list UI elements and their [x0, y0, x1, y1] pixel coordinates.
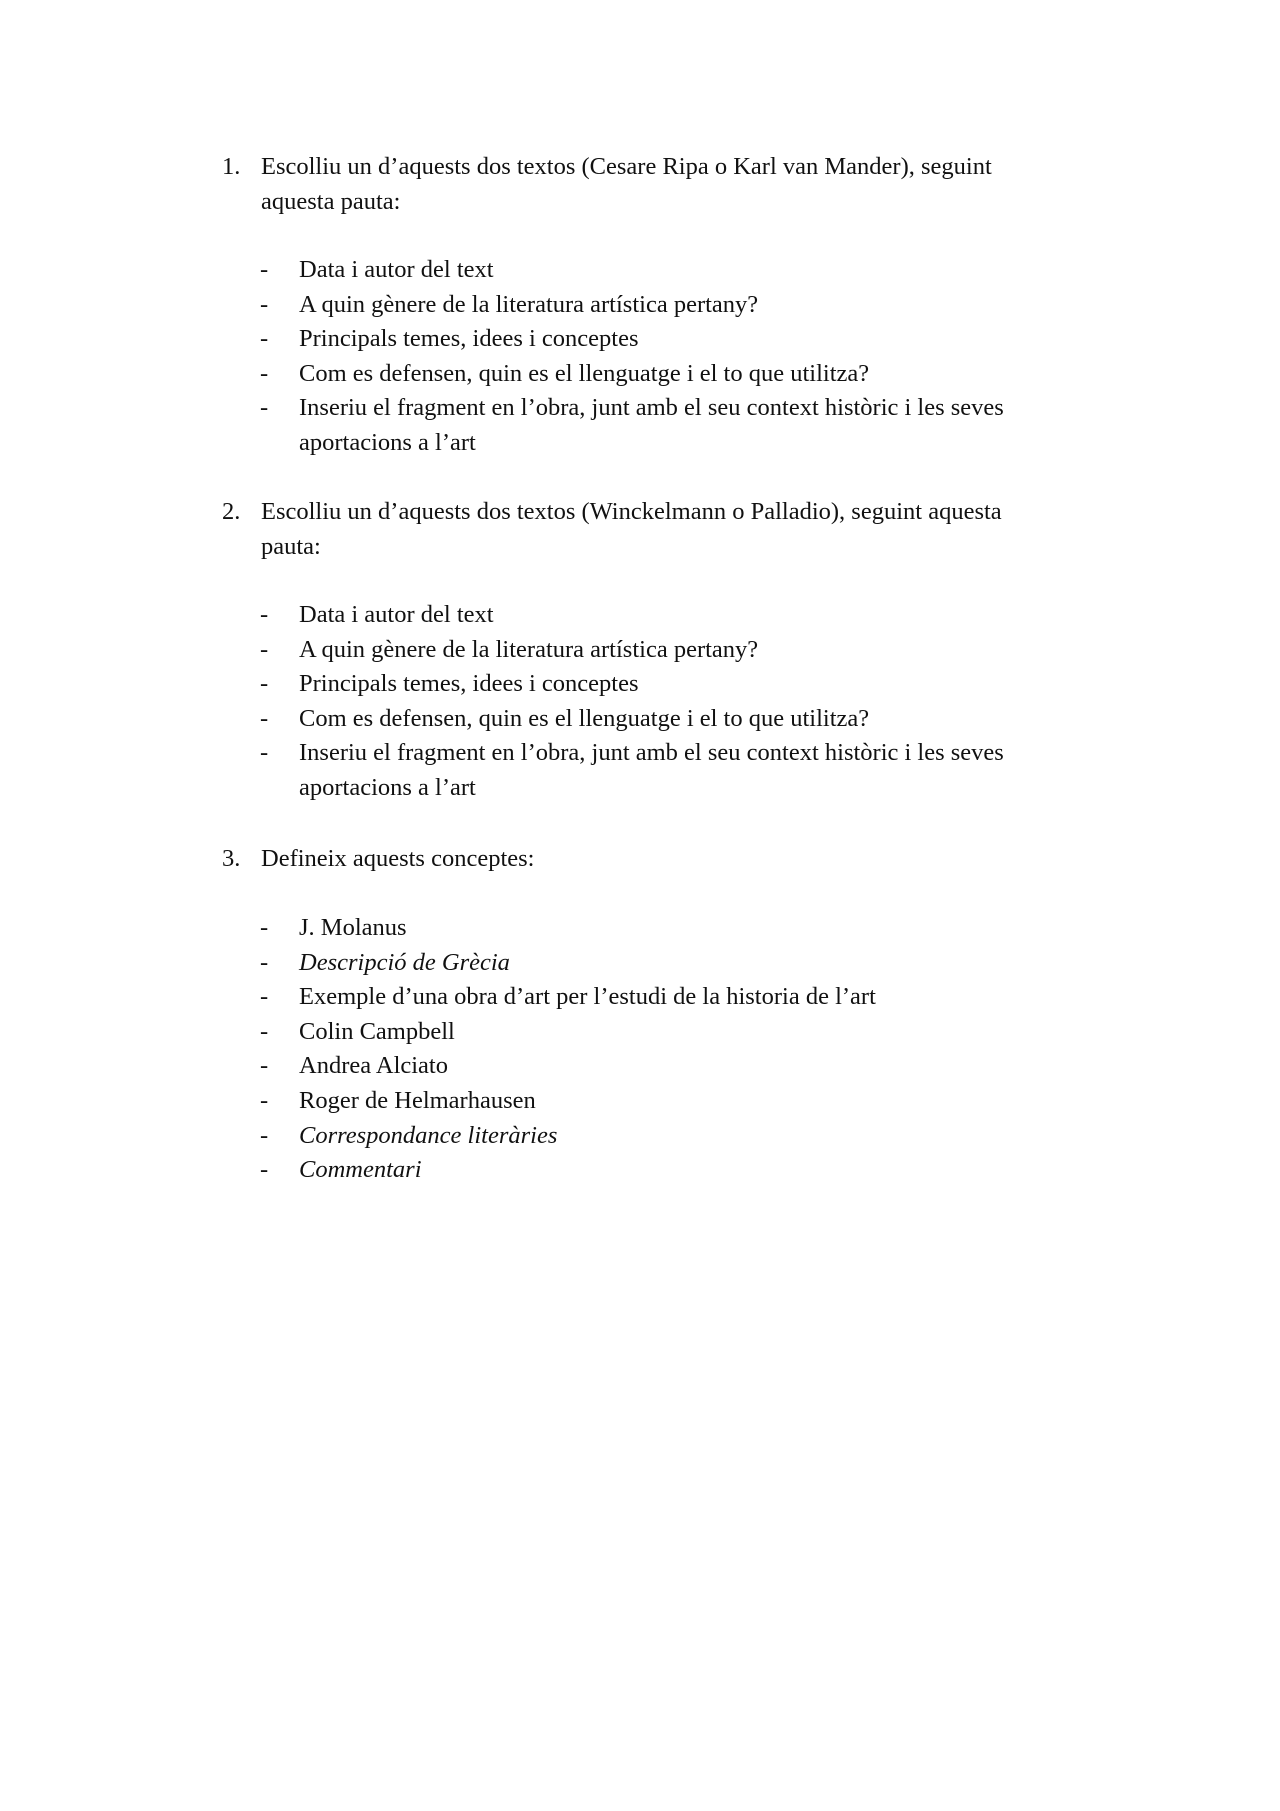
dash-bullet: -: [260, 704, 269, 732]
dash-bullet: -: [260, 1052, 269, 1080]
dash-bullet: -: [260, 1121, 269, 1149]
list-item-text: Andrea Alciato: [299, 1052, 448, 1080]
list-item-text: Data i autor del text: [299, 256, 494, 283]
list-item: [260, 1049, 1080, 1084]
dash-bullet: -: [260, 325, 269, 353]
dash-bullet: -: [260, 1156, 269, 1184]
question-1-list: [260, 253, 1080, 461]
dash-bullet: -: [260, 670, 269, 698]
question-1: [222, 150, 1062, 219]
list-item: [260, 1119, 1080, 1154]
list-item-text: Principals temes, idees i conceptes: [299, 670, 639, 698]
list-item-text: Commentari: [299, 1156, 422, 1184]
list-item: [260, 1084, 1080, 1119]
question-number: 3.: [222, 845, 241, 872]
list-item-text: Inseriu el fragment en l’obra, junt amb el seu context històric i les seves aportacions a l’art: [299, 394, 1004, 456]
list-item-text: Data i autor del text: [299, 601, 494, 628]
list-item: [260, 911, 1080, 946]
dash-bullet: -: [260, 290, 269, 318]
question-text: Escolliu un d’aquests dos textos (Winckelmann o Palladio), seguint aquesta pauta:: [261, 498, 1002, 560]
list-item: [260, 1153, 1080, 1188]
list-item: [260, 288, 1080, 323]
dash-bullet: -: [260, 739, 269, 767]
dash-bullet: -: [260, 1086, 269, 1114]
dash-bullet: -: [260, 359, 269, 387]
list-item-text: Exemple d’una obra d’art per l’estudi de la historia de l’art: [299, 983, 876, 1011]
list-item-text: Descripció de Grècia: [299, 948, 510, 976]
dash-bullet: -: [260, 635, 269, 663]
list-item-text: A quin gènere de la literatura artística pertany?: [299, 635, 759, 663]
list-item-text: A quin gènere de la literatura artística pertany?: [299, 290, 759, 318]
question-text: Defineix aquests conceptes:: [261, 845, 535, 872]
dash-bullet: -: [260, 1017, 269, 1045]
list-item: [260, 667, 1080, 702]
list-item: [260, 322, 1080, 357]
list-item: [260, 702, 1080, 737]
question-text: Escolliu un d’aquests dos textos (Cesare Ripa o Karl van Mander), seguint aquesta pauta:: [261, 153, 992, 215]
list-item: [260, 598, 1080, 633]
question-2-list: [260, 598, 1080, 806]
list-item: [260, 633, 1080, 668]
list-item-text: Com es defensen, quin es el llenguatge i el to que utilitza?: [299, 704, 870, 732]
list-item: [260, 253, 1080, 288]
dash-bullet: -: [260, 394, 269, 422]
list-item-text: Principals temes, idees i conceptes: [299, 325, 639, 353]
list-item: [260, 357, 1080, 392]
list-item-text: Com es defensen, quin es el llenguatge i el to que utilitza?: [299, 359, 870, 387]
question-3: [222, 842, 1062, 877]
dash-bullet: -: [260, 256, 269, 283]
list-item: [260, 946, 1080, 981]
dash-bullet: -: [260, 914, 269, 941]
question-number: 2.: [222, 498, 241, 525]
question-number: 1.: [222, 153, 241, 180]
list-item-text: Colin Campbell: [299, 1017, 455, 1045]
list-item: [260, 736, 1080, 805]
list-item-text: Roger de Helmarhausen: [299, 1086, 536, 1114]
list-item: [260, 980, 1080, 1015]
question-2: [222, 495, 1062, 564]
question-3-list: [260, 911, 1080, 1188]
list-item: [260, 1015, 1080, 1050]
dash-bullet: -: [260, 948, 269, 976]
list-item-text: Correspondance literàries: [299, 1121, 558, 1149]
dash-bullet: -: [260, 983, 269, 1011]
list-item-text: Inseriu el fragment en l’obra, junt amb el seu context històric i les seves aportacions a l’art: [299, 739, 1004, 801]
list-item-text: J. Molanus: [299, 914, 407, 941]
list-item: [260, 391, 1080, 460]
dash-bullet: -: [260, 601, 269, 628]
